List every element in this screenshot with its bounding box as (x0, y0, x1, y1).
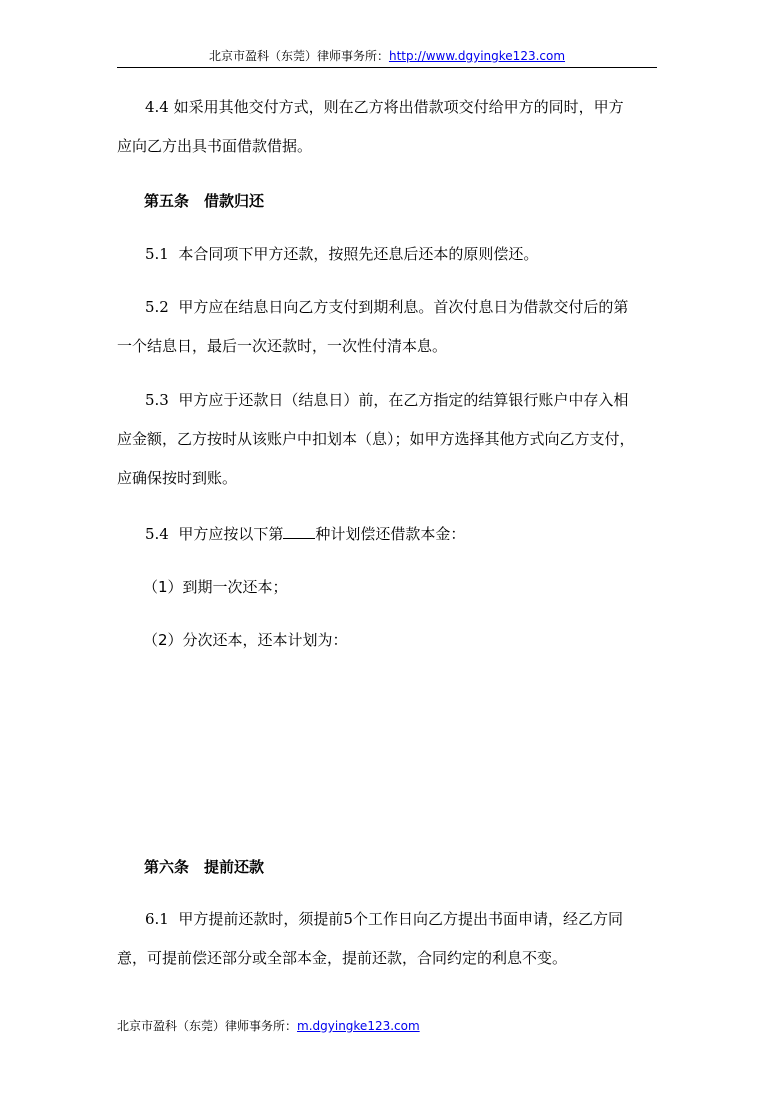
clause-number: 5.4 (145, 525, 169, 543)
article-6-heading: 第六条 提前还款 (144, 858, 265, 876)
clause-text: 甲方提前还款时，须提前 (178, 910, 344, 928)
page-header (117, 47, 657, 65)
option-1 (143, 568, 687, 607)
page-footer (117, 1017, 420, 1035)
clause-number: 4.4 (145, 98, 169, 116)
clause-number: 5.3 (145, 391, 169, 409)
clause-5-1 (117, 235, 661, 274)
header-website-link[interactable]: http://www.dgyingke123.com (388, 49, 566, 63)
clause-5-3 (117, 381, 661, 498)
header-firm-name: 北京市盈科（东莞）律师事务所： (208, 49, 389, 63)
clause-text: 甲方应按以下第 (178, 525, 284, 543)
option-number: （2） (143, 631, 183, 649)
footer-mobile-link[interactable]: m.dgyingke123.com (297, 1019, 420, 1033)
clause-4-4 (117, 88, 661, 166)
clause-text-post: 种计划偿还借款本金： (315, 525, 466, 543)
clause-text: 本合同项下甲方还款，按照先还息后还本的原则偿还。 (178, 245, 539, 263)
clause-text-cont: 应向乙方出具书面借款借据。 (117, 137, 313, 155)
option-2 (143, 621, 687, 660)
fill-in-blank[interactable] (283, 523, 315, 539)
clause-text-cont: 应金额，乙方按时从该账户中扣划本（息）；如甲方选择其他方式向乙方支付， (117, 430, 635, 448)
days-count: 5 (343, 910, 353, 928)
clause-text: 如采用其他交付方式，则在乙方将出借款项交付给甲方的同时，甲方 (173, 98, 624, 116)
clause-text: 甲方应于还款日（结息日）前，在乙方指定的结算银行账户中存入相 (178, 391, 629, 409)
clause-number: 6.1 (145, 910, 169, 928)
clause-5-2 (117, 288, 661, 366)
footer-firm-name: 北京市盈科（东莞）律师事务所： (117, 1019, 298, 1033)
clause-text: 甲方应在结息日向乙方支付到期利息。首次付息日为借款交付后的第 (178, 298, 629, 316)
clause-text-mid: 个工作日向乙方提出书面申请，经乙方同 (352, 910, 623, 928)
option-number: （1） (143, 578, 183, 596)
clause-text-cont2: 应确保按时到账。 (117, 469, 238, 487)
clause-number: 5.1 (145, 245, 169, 263)
option-text: 到期一次还本； (182, 578, 288, 596)
clause-6-1 (117, 900, 661, 978)
option-text: 分次还本，还本计划为： (182, 631, 348, 649)
clause-5-4 (117, 515, 661, 554)
clause-text-cont: 一个结息日，最后一次还款时，一次性付清本息。 (117, 337, 448, 355)
article-5-heading: 第五条 借款归还 (144, 192, 265, 210)
clause-text-cont: 意，可提前偿还部分或全部本金，提前还款，合同约定的利息不变。 (117, 949, 568, 967)
clause-number: 5.2 (145, 298, 169, 316)
header-divider (117, 67, 657, 68)
